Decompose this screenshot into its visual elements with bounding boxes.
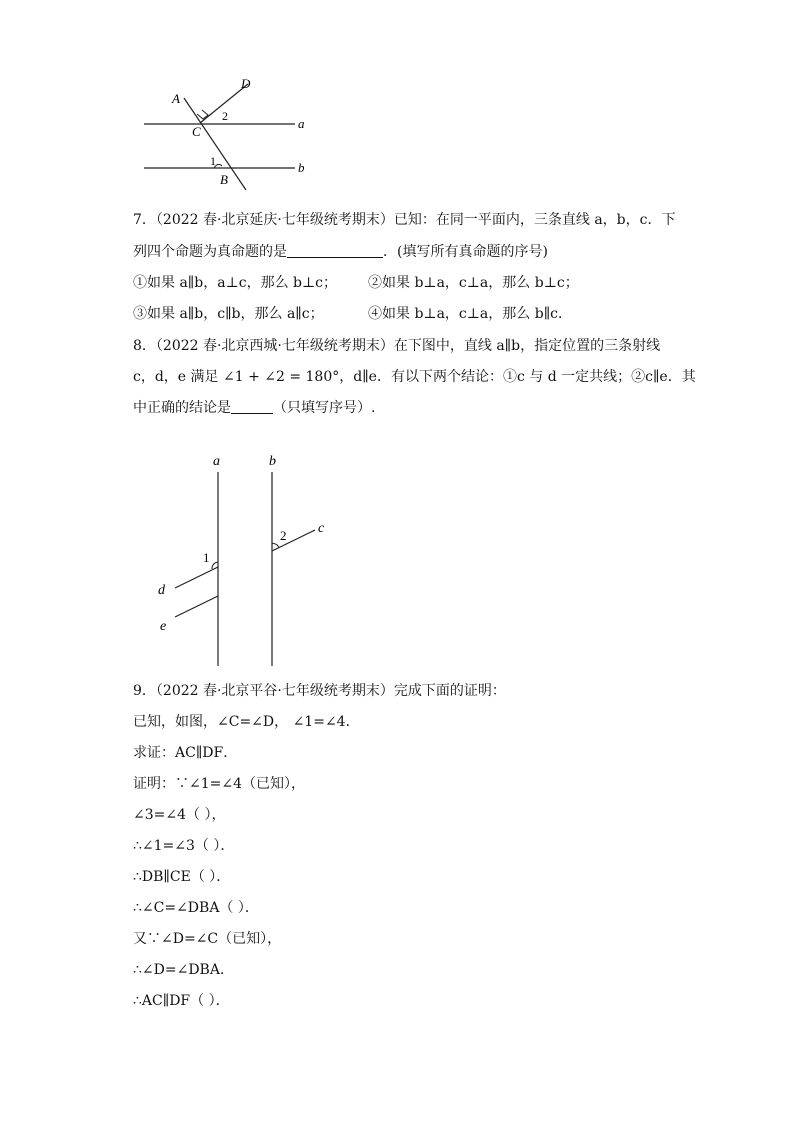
label-line-a: a xyxy=(298,116,305,131)
q7-answer-blank[interactable] xyxy=(287,243,383,258)
label-2: 2 xyxy=(222,109,228,123)
q7-note: ．(填写所有真命题的序号) xyxy=(383,244,548,260)
q8-line3 xyxy=(133,398,375,418)
q9-step3: ∴∠1=∠3（ ）． xyxy=(133,838,235,854)
q7-option-4: ④如果 b⊥a，c⊥a，那么 b∥c． xyxy=(368,306,572,322)
label-D: D xyxy=(241,76,251,91)
q7-option-2: ②如果 b⊥a，c⊥a，那么 b⊥c； xyxy=(368,275,579,291)
label-2: 2 xyxy=(280,528,287,543)
q8-note: （只填写序号）. xyxy=(273,400,376,416)
q9-step2: ∠3=∠4（ ）， xyxy=(133,807,226,823)
label-C: C xyxy=(192,124,201,139)
q9-step1: 证明：∵∠1=∠4（已知）， xyxy=(133,776,306,792)
q9-step5: ∴∠C=∠DBA（ ）． xyxy=(133,900,259,916)
q9-step4: ∴DB∥CE（ ）． xyxy=(133,869,231,885)
q8-line1: 8．（2022 春·北京西城·七年级统考期末）在下图中，直线 a∥b，指定位置的三条射线 xyxy=(133,338,661,354)
q8-stem: 中正确的结论是 xyxy=(133,400,231,416)
figure-parallel-rays xyxy=(150,448,350,670)
label-1: 1 xyxy=(210,154,216,168)
label-ray-c: c xyxy=(318,521,325,536)
label-line-b: b xyxy=(269,454,276,469)
label-1: 1 xyxy=(203,550,210,565)
label-ray-d: d xyxy=(158,583,165,598)
q7-option-3: ③如果 a∥b，c∥b，那么 a∥c； xyxy=(133,306,324,322)
q8-line2: c，d，e 满足 ∠1 + ∠2 = 180°，d∥e．有以下两个结论：①c 与 d 一定共线；②c∥e．其 xyxy=(133,369,696,385)
label-line-a: a xyxy=(213,454,220,469)
q9-line1: 9．（2022 春·北京平谷·七年级统考期末）完成下面的证明： xyxy=(133,683,506,699)
q7-line2 xyxy=(133,242,548,262)
label-ray-e: e xyxy=(160,619,167,634)
label-B: B xyxy=(220,172,228,187)
label-A: A xyxy=(172,91,180,106)
label-line-b: b xyxy=(298,160,305,175)
figure-parallel-lines-transversal xyxy=(130,70,330,195)
q8-answer-blank[interactable] xyxy=(231,399,273,414)
q9-step6: 又∵∠D=∠C（已知）， xyxy=(133,931,282,947)
q7-stem: 列四个命题为真命题的是 xyxy=(133,244,287,260)
q9-prove: 求证：AC∥DF． xyxy=(133,745,238,761)
q7-option-1: ①如果 a∥b，a⊥c，那么 b⊥c； xyxy=(133,275,337,291)
q9-step8: ∴AC∥DF（ ）． xyxy=(133,993,230,1009)
q9-given: 已知，如图，∠C=∠D， ∠1=∠4． xyxy=(133,714,360,730)
q7-line1: 7．（2022 春·北京延庆·七年级统考期末）已知：在同一平面内，三条直线 a，b，c．下 xyxy=(133,212,676,228)
q9-step7: ∴∠D=∠DBA． xyxy=(133,962,234,978)
